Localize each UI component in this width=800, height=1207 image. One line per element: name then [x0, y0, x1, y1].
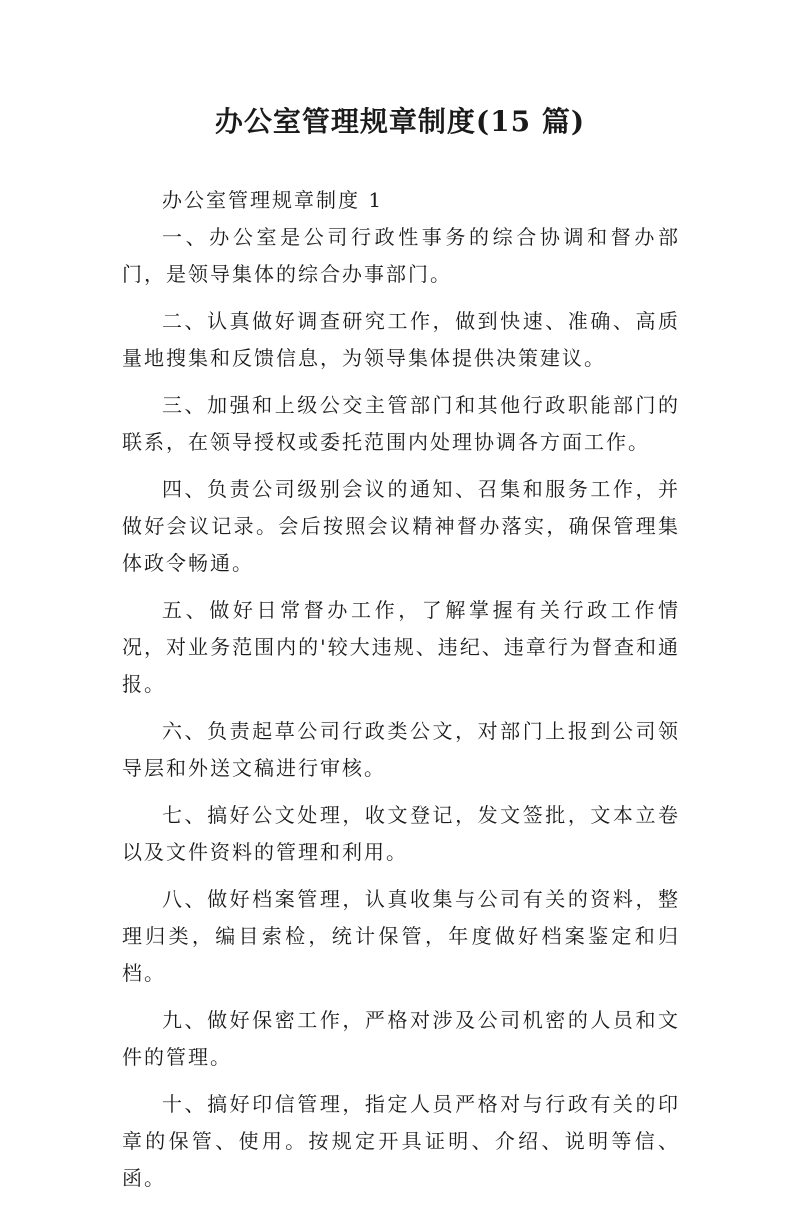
paragraph-9: 九、做好保密工作，严格对涉及公司机密的人员和文件的管理。: [122, 1008, 680, 1069]
paragraph-7: 七、搞好公文处理，收文登记，发文签批，文本立卷以及文件资料的管理和利用。: [122, 803, 680, 864]
document-title: 办公室管理规章制度(15 篇): [214, 105, 586, 138]
paragraph-4: 四、负责公司级别会议的通知、召集和服务工作，并做好会议记录。会后按照会议精神督办落实，确保管理集体政令畅通。: [122, 477, 680, 575]
paragraph-10: 十、搞好印信管理，指定人员严格对与行政有关的印章的保管、使用。按规定开具证明、介绍、说明等信、函。: [122, 1092, 680, 1190]
paragraph-1: 一、办公室是公司行政性事务的综合协调和督办部门，是领导集体的综合办事部门。: [122, 225, 680, 286]
document-body: [122, 182, 680, 1207]
paragraph-3: 三、加强和上级公交主管部门和其他行政职能部门的联系，在领导授权或委托范围内处理协调各方面工作。: [122, 393, 680, 454]
paragraph-5: 五、做好日常督办工作，了解掌握有关行政工作情况，对业务范围内的'较大违规、违纪、违章行为督查和通报。: [122, 598, 680, 696]
section-heading: 办公室管理规章制度 1: [162, 188, 384, 212]
paragraph-8: 八、做好档案管理，认真收集与公司有关的资料，整理归类，编目索检，统计保管，年度做好档案鉴定和归档。: [122, 887, 680, 985]
paragraph-2: 二、认真做好调查研究工作，做到快速、准确、高质量地搜集和反馈信息，为领导集体提供决策建议。: [122, 309, 680, 370]
paragraph-6: 六、负责起草公司行政类公文，对部门上报到公司领导层和外送文稿进行审核。: [122, 719, 680, 780]
